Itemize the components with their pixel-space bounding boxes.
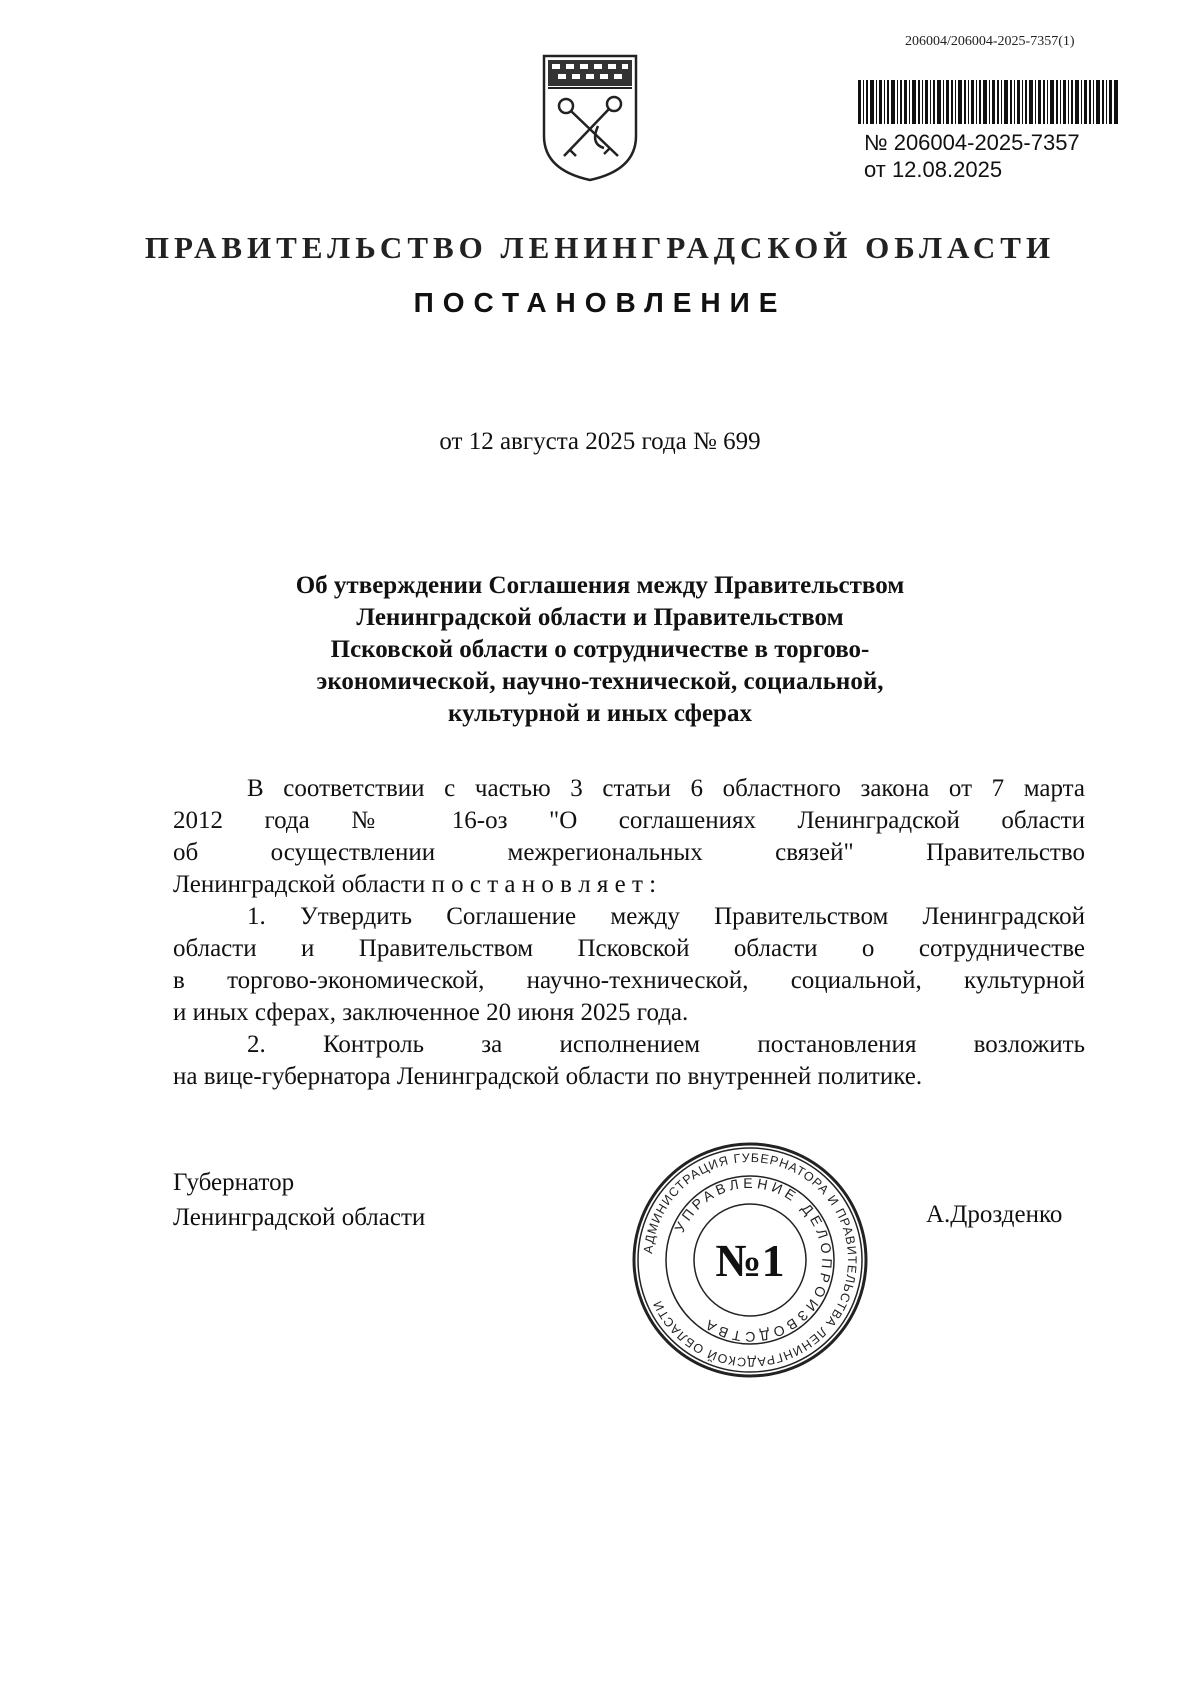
body-line: об осуществлении межрегиональных связей" Правительство [173,839,1085,866]
body-line: 2. Контроль за исполнением постановления возложить [247,1031,1085,1058]
body-line: В соответствии с частью 3 статьи 6 областного закона от 7 марта [247,775,1085,802]
document-date: от 12 августа 2025 года № 699 [439,428,761,455]
stamp-inner-text: УПРАВЛЕНИЕ ДЕЛОПРОИЗВОДСТВА [671,1174,836,1346]
document-subject [250,570,950,730]
stamp-number: №1 [715,1235,785,1286]
document-id: 206004/206004-2025-7357(1) [905,34,1075,49]
position-line: Ленинградской области [173,1204,426,1231]
subject-line: культурной и иных сферах [448,700,752,727]
signatory-position [173,1165,425,1235]
registration-number: № 206004-2025-7357 [864,130,1080,155]
body-line: 2012 года № 16-оз "О соглашениях Ленинградской области [173,807,1085,834]
body-line: области и Правительством Псковской области о сотрудничестве [173,935,1085,962]
barcode-icon [858,80,1118,124]
body-line: на вице-губернатора Ленинградской области по внутренней политике. [173,1063,923,1090]
government-title: ПРАВИТЕЛЬСТВО ЛЕНИНГРАДСКОЙ ОБЛАСТИ [144,230,1056,265]
registration-date: от 12.08.2025 [864,157,1003,182]
coat-of-arms-icon [538,52,642,184]
body-line: Ленинградской области п о с т а н о в л я е т : [173,871,657,898]
subject-line: Псковской области о сотрудничестве в торгово- [330,636,870,663]
subject-line: Ленинградской области и Правительством [356,604,844,631]
body-line: 1. Утвердить Соглашение между Правительством Ленинградской [247,903,1085,930]
position-line: Губернатор [173,1169,295,1196]
official-stamp [630,1140,870,1380]
body-line: в торгово-экономической, научно-технической, социальной, культурной [173,967,1085,994]
subject-line: Об утверждении Соглашения между Правительством [295,572,905,599]
signatory-name: А.Дрозденко [926,1201,1063,1228]
document-type: ПОСТАНОВЛЕНИЕ [413,287,787,318]
stamp-outer-text: АДМИНИСТРАЦИЯ ГУБЕРНАТОРА И ПРАВИТЕЛЬСТВА ЛЕНИНГРАДСКОЙ ОБЛАСТИ [641,1150,860,1370]
subject-line: экономической, научно-технической, социальной, [316,668,884,695]
body-line: и иных сферах, заключенное 20 июня 2025 года. [173,999,689,1026]
